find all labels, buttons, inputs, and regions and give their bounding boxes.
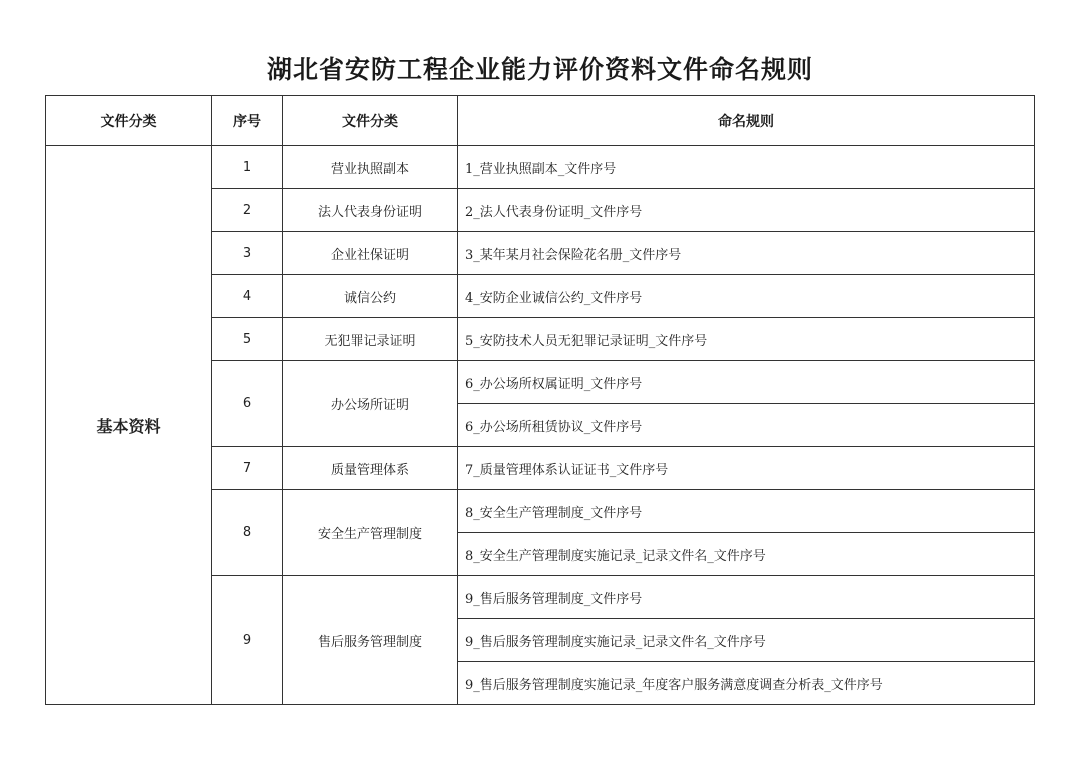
serial-number-cell: 8: [212, 490, 283, 576]
naming-rule-cell: 1_营业执照副本_文件序号: [458, 146, 1035, 189]
serial-number-cell: 6: [212, 361, 283, 447]
serial-number-cell: 2: [212, 189, 283, 232]
naming-rule-cell: 8_安全生产管理制度实施记录_记录文件名_文件序号: [458, 533, 1035, 576]
table-body: [46, 146, 1035, 705]
naming-rule-cell: 6_办公场所租赁协议_文件序号: [458, 404, 1035, 447]
header-row: [46, 96, 1035, 146]
naming-rule-cell: 5_安防技术人员无犯罪记录证明_文件序号: [458, 318, 1035, 361]
naming-rules-table: [45, 95, 1035, 705]
category-cell: 无犯罪记录证明: [283, 318, 458, 361]
category-cell: 办公场所证明: [283, 361, 458, 447]
header-file-subcategory: 文件分类: [283, 96, 458, 146]
group-label: 基本资料: [46, 146, 212, 705]
naming-rule-cell: 4_安防企业诚信公约_文件序号: [458, 275, 1035, 318]
naming-rule-cell: 9_售后服务管理制度实施记录_年度客户服务满意度调查分析表_文件序号: [458, 662, 1035, 705]
serial-number-cell: 4: [212, 275, 283, 318]
naming-rule-cell: 9_售后服务管理制度实施记录_记录文件名_文件序号: [458, 619, 1035, 662]
category-cell: 质量管理体系: [283, 447, 458, 490]
header-serial-number: 序号: [212, 96, 283, 146]
document-title: 湖北省安防工程企业能力评价资料文件命名规则: [266, 55, 813, 84]
table-row: [46, 146, 1035, 189]
naming-rule-cell: 2_法人代表身份证明_文件序号: [458, 189, 1035, 232]
serial-number-cell: 7: [212, 447, 283, 490]
header-naming-rule: 命名规则: [458, 96, 1035, 146]
naming-rule-cell: 9_售后服务管理制度_文件序号: [458, 576, 1035, 619]
category-cell: 法人代表身份证明: [283, 189, 458, 232]
category-cell: 售后服务管理制度: [283, 576, 458, 705]
naming-rule-cell: 8_安全生产管理制度_文件序号: [458, 490, 1035, 533]
naming-rule-cell: 3_某年某月社会保险花名册_文件序号: [458, 232, 1035, 275]
naming-rule-cell: 7_质量管理体系认证证书_文件序号: [458, 447, 1035, 490]
serial-number-cell: 9: [212, 576, 283, 705]
category-cell: 营业执照副本: [283, 146, 458, 189]
category-cell: 安全生产管理制度: [283, 490, 458, 576]
category-cell: 诚信公约: [283, 275, 458, 318]
category-cell: 企业社保证明: [283, 232, 458, 275]
header-file-category: 文件分类: [46, 96, 212, 146]
naming-rule-cell: 6_办公场所权属证明_文件序号: [458, 361, 1035, 404]
serial-number-cell: 3: [212, 232, 283, 275]
serial-number-cell: 5: [212, 318, 283, 361]
serial-number-cell: 1: [212, 146, 283, 189]
